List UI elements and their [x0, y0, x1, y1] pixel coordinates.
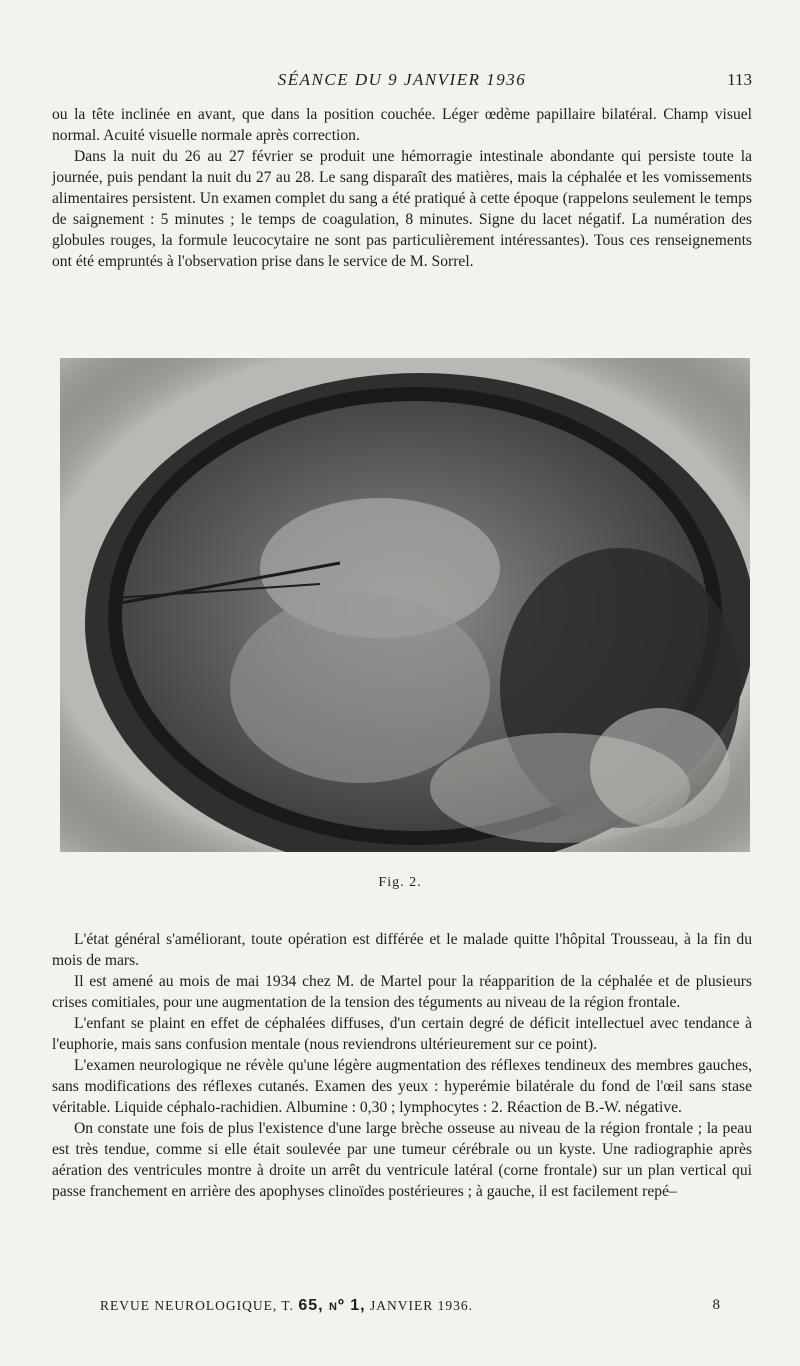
journal-name: REVUE NEUROLOGIQUE, T.: [100, 1298, 294, 1313]
figure-caption: Fig. 2.: [378, 875, 422, 890]
journal-citation: [100, 1297, 473, 1315]
footer: [100, 1297, 720, 1317]
paragraph: L'examen neurologique ne révèle qu'une légère augmentation des réflexes tendineux des membres gauches, sans modifications des réflexes cutanés. Examen des yeux : hyperémie bilatérale du fond de l'œil sans stase véritable. Liquide céphalo-rachidien. Albumine : 0,30 ; lymphocytes : 2. Réaction de B.-W. négative.: [52, 1057, 752, 1116]
paragraph: ou la tête inclinée en avant, que dans la position couchée. Léger œdème papillaire bilatéral. Champ visuel normal. Acuité visuelle normale après correction.: [52, 106, 752, 144]
bottom-text-block: [52, 929, 752, 1202]
skull-radiograph-figure: [60, 358, 750, 852]
running-head: [52, 70, 752, 94]
journal-date: JANVIER 1936.: [370, 1298, 473, 1313]
paragraph: Dans la nuit du 26 au 27 février se produit une hémorragie intestinale abondante qui persiste toute la journée, puis pendant la nuit du 27 au 28. Le sang disparaît des matières, mais la céphalée et les vomissements alimentaires persistent. Un examen complet du sang a été pratiqué à cette époque (rappelons seulement le temps de saignement : 5 minutes ; le temps de coagulation, 8 minutes. Signe du lacet négatif. La numération des globules rouges, la formule leucocytaire ne sont pas particulièrement intéressantes). Tous ces renseignements ont été empruntés à l'observation prise dans le service de M. Sorrel.: [52, 148, 752, 270]
sheet-number: 8: [712, 1297, 720, 1313]
running-title: SÉANCE DU 9 JANVIER 1936: [277, 70, 527, 89]
top-text-block: [52, 104, 752, 272]
page-number: 113: [727, 70, 752, 89]
journal-volume: 65, nº 1,: [298, 1297, 366, 1314]
paragraph: L'enfant se plaint en effet de céphalées diffuses, d'un certain degré de déficit intellectuel avec tendance à l'euphorie, mais sans confusion mentale (nous reviendrons ultérieurement sur ce point).: [52, 1015, 752, 1053]
radiograph-image: [60, 358, 750, 852]
paragraph: On constate une fois de plus l'existence d'une large brèche osseuse au niveau de la région frontale ; la peau est très tendue, comme si elle était soulevée par une tumeur cérébrale ou un kyste. Une radiographie après aération des ventricules montre à droite un arrêt du ventricule latéral (corne frontale) sur un plan vertical qui passe franchement en arrière des apophyses clinoïdes postérieures ; à gauche, il est facilement repé–: [52, 1120, 752, 1200]
paragraph: Il est amené au mois de mai 1934 chez M. de Martel pour la réapparition de la céphalée et de plusieurs crises comitiales, pour une augmentation de la tension des téguments au niveau de la région frontale.: [52, 973, 752, 1011]
paragraph: L'état général s'améliorant, toute opération est différée et le malade quitte l'hôpital Trousseau, à la fin du mois de mars.: [52, 931, 752, 969]
